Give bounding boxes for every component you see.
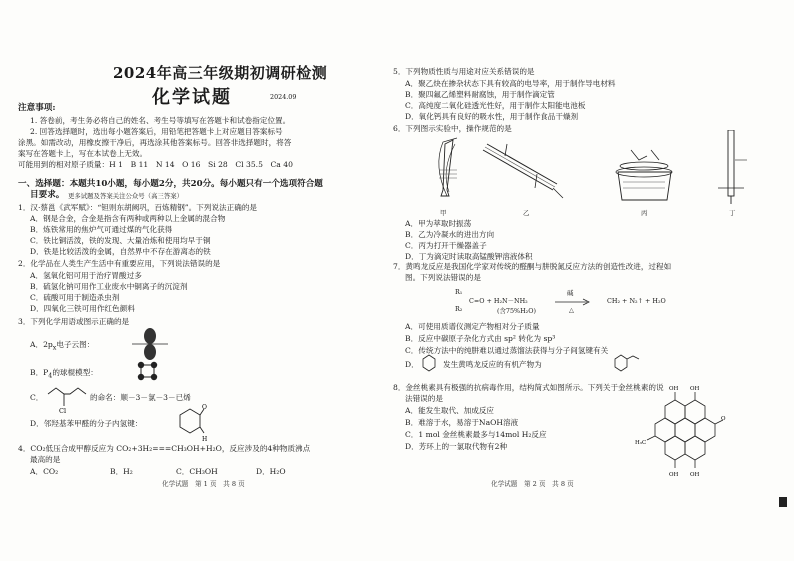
q6-option-d: D．丁为滴定时读取高锰酸钾溶液体积 <box>405 252 533 261</box>
q3-a-rest: 电子云图： <box>56 340 95 349</box>
q7-r2: R₂ <box>455 305 463 313</box>
footer-left: 化学试题 第 1 页 共 8 页 <box>162 480 245 488</box>
o-atom-label: O <box>202 404 207 411</box>
q1-stem: 1．汉·蔡邕《武军赋》：“钽则东胡阙巩，百炼精钢”。下列说法正确的是 <box>18 203 258 212</box>
cl-atom-label: Cl <box>59 407 67 414</box>
reaction-arrow <box>553 298 593 306</box>
q7-condition-heat: △ <box>569 306 574 314</box>
hydroxybenzaldehyde-structure <box>168 403 210 443</box>
q7-products: CH₂ + N₂↑ + H₂O <box>607 297 666 305</box>
ethylbenzene-structure <box>611 353 641 373</box>
q8-option-a: A．能发生取代、加成反应 <box>405 406 495 415</box>
q3-b-rest: 的球棍模型： <box>52 368 98 377</box>
q3-option-c-label: C． <box>30 393 44 402</box>
q2-stem: 2．化学品在人类生产生活中有重要应用，下列说法错误的是 <box>18 259 221 268</box>
q7-reactants: C=O + H₂N－NH₂ <box>469 297 528 305</box>
desiccator-illustration <box>616 150 672 200</box>
q3-b-label: B．P <box>30 368 49 377</box>
q4-option-c: C．CH₃OH <box>176 467 218 476</box>
q6-option-a: A．甲为萃取时振荡 <box>405 219 472 228</box>
oh-label-top-right: OH <box>690 386 700 392</box>
q8-stem-2: 法错误的是 <box>405 394 443 403</box>
q3-option-b <box>30 368 98 382</box>
exam-date: 2024.09 <box>270 93 297 101</box>
apparatus-label-3: 丙 <box>641 209 648 217</box>
q8-option-b: B．难溶于水，易溶于NaOH溶液 <box>405 418 519 427</box>
q1-option-c: C．铁比铜活泼，铁的发现、大量冶炼和使用均早于铜 <box>30 236 211 245</box>
q4-option-b: B．H₂ <box>110 467 133 476</box>
burette-illustration <box>718 130 747 204</box>
q4-option-d: D．H₂O <box>256 467 286 476</box>
q2-option-a: A．氢氧化铝可用于治疗胃酸过多 <box>30 271 142 280</box>
q1-option-a: A．钢是合金，合金是指含有两种或两种以上金属的混合物 <box>30 214 226 223</box>
apparatus-label-2: 乙 <box>523 209 530 217</box>
q5-option-b: B．聚四氟乙烯塑料耐腐蚀，用于制作滴定管 <box>405 90 555 99</box>
separatory-funnel-illustration <box>439 138 457 196</box>
carbonyl-o-label: O <box>721 416 726 422</box>
q2-option-b: B．硫氢化钠可用作工业废水中铜离子的沉淀剂 <box>30 282 188 291</box>
q5-option-c: C．高纯度二氧化硅透光性好，用于制作太阳能电池板 <box>405 101 586 110</box>
corner-mark <box>779 497 787 507</box>
q7-r1: R₁ <box>455 288 463 296</box>
q7-option-d-prefix: D． <box>405 360 419 369</box>
q1-option-b: B．炼铁常用的焦炉气可通过煤的气化获得 <box>30 225 173 234</box>
q2-option-d: D．四氧化三铁可用作红色颜料 <box>30 304 135 313</box>
q5-option-d: D．氧化钙具有良好的吸水性，用于制作食品干燥剂 <box>405 112 579 121</box>
q3-a-sub: x <box>52 344 57 352</box>
q8-stem: 8．金丝桃素具有极强的抗病毒作用，结构简式如图所示。下列关于金丝桃素的说 <box>393 383 664 392</box>
notes-heading: 注意事项: <box>18 103 56 113</box>
q7-stem-2: 图。下列说法错误的是 <box>405 273 481 282</box>
section-heading: 一、选择题：本题共10小题，每小题2分，共20分。每小题只有一个选项符合题 <box>18 179 323 189</box>
q7-option-b: B．反应中碳原子杂化方式由 sp² 转化为 sp³ <box>405 334 556 343</box>
benzaldehyde-structure <box>419 353 441 373</box>
right-column <box>393 0 773 561</box>
q1-option-d: D．铁是比较活泼的金属，自然界中不存在游离态的铁 <box>30 247 211 256</box>
q8-option-d: D．芳环上的一氯取代物有2种 <box>405 442 508 451</box>
note-line-2: 2. 回答选择题时，选出每小题答案后，用铅笔把答题卡上对应题目答案标号 <box>30 127 283 136</box>
q7-condition-base: 碱 <box>567 289 574 297</box>
left-column <box>18 0 370 561</box>
q6-option-c: C．丙为打开干燥器盖子 <box>405 241 487 250</box>
oh-label-top-left: OH <box>669 386 679 392</box>
q4-stem: 4．CO₂低压合成甲醇反应为 CO₂+3H₂===CH₃OH+H₂O，反应涉及的4种物质沸点 <box>18 444 311 453</box>
q4-stem-2: 最高的是 <box>30 455 61 464</box>
exam-subtitle: 化学试题 <box>152 87 232 108</box>
q3-stem: 3．下列化学用语或图示正确的是 <box>18 317 130 326</box>
q7-option-c: C．传统方法中的纯肼难以通过蒸馏法获得与分子间氢键有关 <box>405 346 609 355</box>
q7-stem: 7．黄鸣龙反应是我国化学家对传统的醛酮与肼脱氮反应方法的创造性改进，过程如 <box>393 262 672 271</box>
q7-water-percent: (含75%H₂O) <box>497 307 536 315</box>
h-atom-label: H <box>202 436 208 443</box>
q3-option-d: D．邻羟基苯甲醛的分子内氢键： <box>30 419 143 428</box>
lab-apparatus-figure <box>413 130 773 210</box>
methyl-label-left: H₃C <box>635 440 647 446</box>
hypericin-structure <box>635 380 739 484</box>
q8-option-c: C．1 mol 金丝桃素最多与14mol H₂反应 <box>405 430 547 439</box>
q3-option-c-rest: 的命名：顺－3－氯－3－已烯 <box>90 393 191 402</box>
apparatus-label-4: 丁 <box>729 209 736 217</box>
q5-option-a: A．聚乙炔在掺杂状态下具有较高的电导率，用于制作导电材料 <box>405 79 616 88</box>
q6-stem: 6．下列图示实验中，操作规范的是 <box>393 124 512 133</box>
exam-title: 2024年高三年级期初调研检测 <box>113 64 328 82</box>
note-line-4: 案写在答题卡上，写在本试卷上无效。 <box>18 149 148 158</box>
note-line-1: 1. 答卷前，考生务必将自己的姓名、考生号等填写在答题卡和试卷指定位置。 <box>30 116 291 125</box>
condenser-illustration <box>483 144 563 198</box>
q3-a-label: A．2p <box>30 340 53 349</box>
note-line-3: 涂黑。如需改动，用橡皮擦干净后，再选涂其他答案标号。回答非选择题时，将答 <box>18 138 292 147</box>
section-note: 更多试题及答案关注公众号（高三答案） <box>68 192 184 200</box>
q3-option-a <box>30 340 94 354</box>
q4-option-a: A．CO₂ <box>30 467 59 476</box>
p-orbital-diagram <box>130 326 170 362</box>
chlorohexene-structure <box>46 382 90 414</box>
q6-option-b: B．乙为冷凝水的进出方向 <box>405 230 495 239</box>
oh-label-bottom-left: OH <box>669 472 679 478</box>
oh-label-bottom-right: OH <box>690 472 700 478</box>
q7-option-a: A．可使用质谱仪测定产物相对分子质量 <box>405 322 540 331</box>
section-heading-2: 目要求。 <box>30 190 65 200</box>
q2-option-c: C．硫酸可用于制造杀虫剂 <box>30 293 120 302</box>
q3-b-sub: 4 <box>48 372 53 380</box>
apparatus-label-1: 甲 <box>440 209 447 217</box>
q7-option-d-rest: 发生黄鸣龙反应的有机产物为 <box>443 360 542 369</box>
note-line-5: 可能用到的相对原子质量：H 1 B 11 N 14 O 16 Si 28 Cl 35.5 Ca 40 <box>18 160 293 169</box>
footer-right: 化学试题 第 2 页 共 8 页 <box>491 480 574 488</box>
p4-ball-stick-model <box>136 360 160 382</box>
q5-stem: 5．下列物质性质与用途对应关系错误的是 <box>393 67 535 76</box>
